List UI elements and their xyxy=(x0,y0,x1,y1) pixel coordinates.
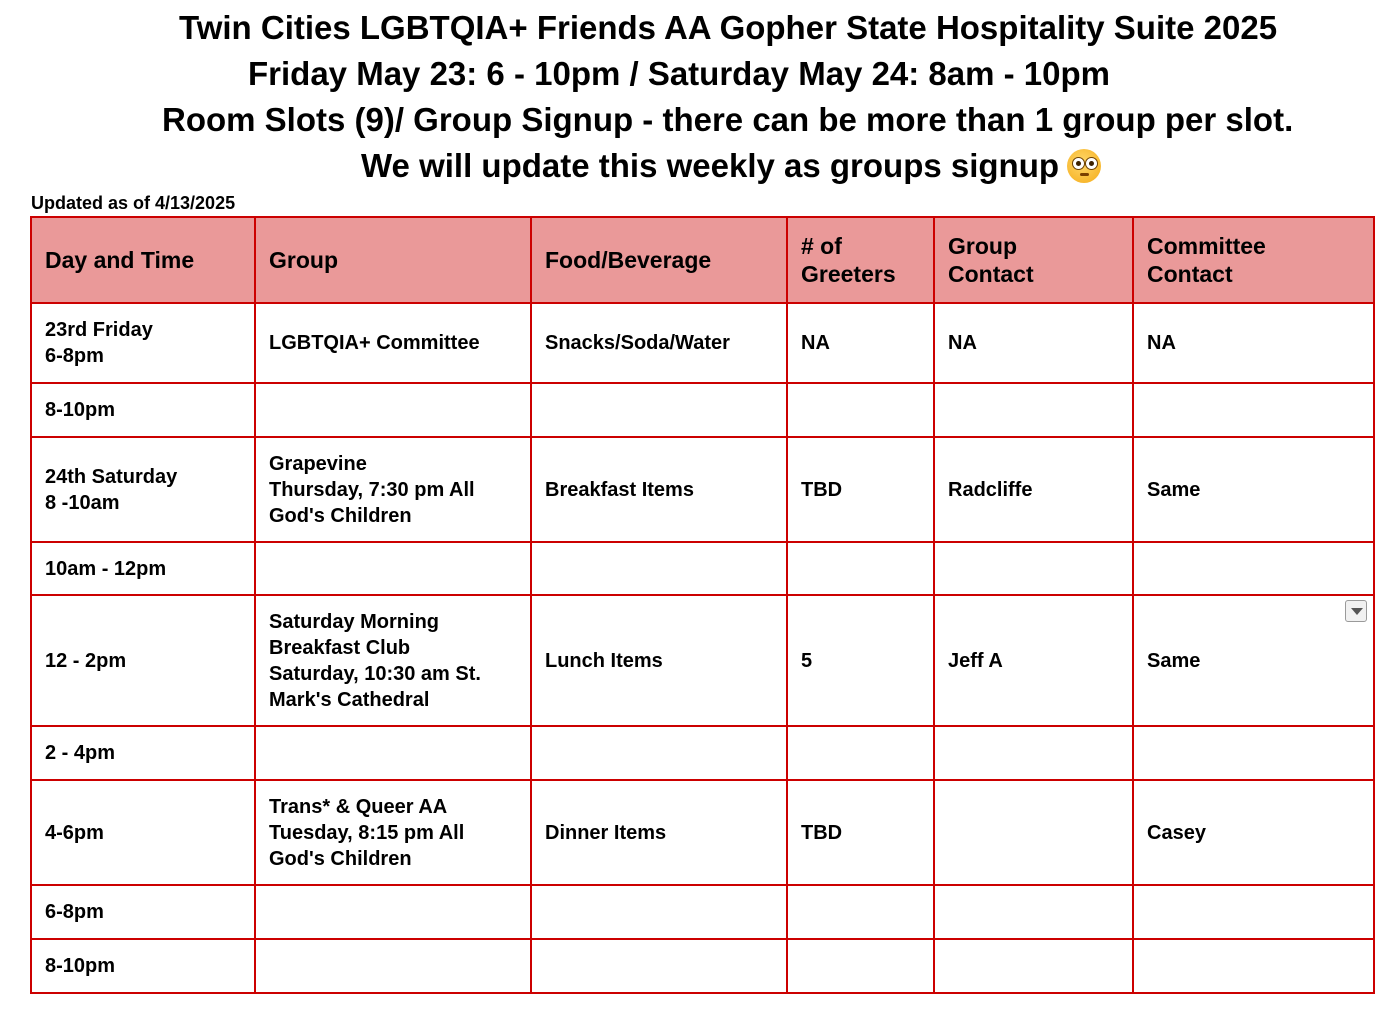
cell-food-beverage[interactable]: Lunch Items xyxy=(531,595,787,726)
event-dates: Friday May 23: 6 - 10pm / Saturday May 24: 8am - 10pm xyxy=(248,55,1111,92)
cell-greeters[interactable] xyxy=(787,383,934,437)
table-row xyxy=(31,885,1374,939)
cell-group[interactable]: Trans* & Queer AA Tuesday, 8:15 pm All God's Children xyxy=(255,780,531,885)
cell-group-contact[interactable] xyxy=(934,885,1133,939)
cell-food-beverage[interactable] xyxy=(531,885,787,939)
update-note xyxy=(361,146,1101,186)
table-row xyxy=(31,726,1374,780)
cell-greeters[interactable]: NA xyxy=(787,303,934,383)
cell-committee-contact[interactable] xyxy=(1133,726,1374,780)
cell-committee-contact[interactable] xyxy=(1133,542,1374,595)
cell-committee-contact[interactable]: Casey xyxy=(1133,780,1374,885)
updated-date: Updated as of 4/13/2025 xyxy=(31,193,236,213)
header-greeters: # of Greeters xyxy=(787,217,934,303)
cell-greeters[interactable] xyxy=(787,885,934,939)
table-header-row xyxy=(31,217,1374,303)
cell-food-beverage[interactable] xyxy=(531,542,787,595)
table-row xyxy=(31,542,1374,595)
cell-greeters[interactable]: 5 xyxy=(787,595,934,726)
cell-day-time[interactable]: 23rd Friday 6-8pm xyxy=(31,303,255,383)
cell-group-contact[interactable]: Jeff A xyxy=(934,595,1133,726)
cell-food-beverage[interactable]: Snacks/Soda/Water xyxy=(531,303,787,383)
table-row xyxy=(31,939,1374,993)
cell-group[interactable] xyxy=(255,726,531,780)
table-row xyxy=(31,303,1374,383)
cell-greeters[interactable]: TBD xyxy=(787,437,934,542)
cell-committee-contact[interactable]: Same xyxy=(1133,437,1374,542)
table-row xyxy=(31,383,1374,437)
cell-group[interactable]: Saturday Morning Breakfast Club Saturday, 10:30 am St. Mark's Cathedral xyxy=(255,595,531,726)
update-note-text: We will update this weekly as groups signup xyxy=(361,147,1060,184)
chevron-down-icon[interactable] xyxy=(1345,600,1367,622)
cell-greeters[interactable]: TBD xyxy=(787,780,934,885)
cell-greeters[interactable] xyxy=(787,542,934,595)
header-group: Group xyxy=(255,217,531,303)
cell-greeters[interactable] xyxy=(787,939,934,993)
flushed-face-icon xyxy=(1067,149,1101,183)
cell-committee-contact[interactable] xyxy=(1133,939,1374,993)
cell-group-contact[interactable] xyxy=(934,780,1133,885)
cell-group[interactable]: LGBTQIA+ Committee xyxy=(255,303,531,383)
cell-group[interactable] xyxy=(255,939,531,993)
cell-day-time[interactable]: 2 - 4pm xyxy=(31,726,255,780)
cell-day-time[interactable]: 24th Saturday 8 -10am xyxy=(31,437,255,542)
header-food-beverage: Food/Beverage xyxy=(531,217,787,303)
cell-committee-contact[interactable]: Same xyxy=(1133,595,1374,726)
header-committee-contact: Committee Contact xyxy=(1133,217,1374,303)
cell-group[interactable] xyxy=(255,383,531,437)
table-row xyxy=(31,437,1374,542)
room-slots-note: Room Slots (9)/ Group Signup - there can be more than 1 group per slot. xyxy=(162,101,1294,138)
cell-committee-contact[interactable]: NA xyxy=(1133,303,1374,383)
cell-food-beverage[interactable] xyxy=(531,383,787,437)
cell-group-contact[interactable] xyxy=(934,383,1133,437)
header-day-and-time: Day and Time xyxy=(31,217,255,303)
table-row xyxy=(31,780,1374,885)
cell-day-time[interactable]: 8-10pm xyxy=(31,939,255,993)
cell-group-contact[interactable] xyxy=(934,726,1133,780)
header-group-contact: Group Contact xyxy=(934,217,1133,303)
cell-food-beverage[interactable]: Breakfast Items xyxy=(531,437,787,542)
cell-day-time[interactable]: 6-8pm xyxy=(31,885,255,939)
cell-committee-contact[interactable] xyxy=(1133,885,1374,939)
cell-day-time[interactable]: 10am - 12pm xyxy=(31,542,255,595)
cell-group[interactable] xyxy=(255,542,531,595)
cell-food-beverage[interactable] xyxy=(531,726,787,780)
cell-day-time[interactable]: 8-10pm xyxy=(31,383,255,437)
cell-group-contact[interactable] xyxy=(934,542,1133,595)
cell-food-beverage[interactable]: Dinner Items xyxy=(531,780,787,885)
cell-group[interactable]: Grapevine Thursday, 7:30 pm All God's Children xyxy=(255,437,531,542)
cell-day-time[interactable]: 4-6pm xyxy=(31,780,255,885)
signup-table xyxy=(30,216,1375,994)
cell-committee-contact[interactable] xyxy=(1133,383,1374,437)
cell-food-beverage[interactable] xyxy=(531,939,787,993)
cell-greeters[interactable] xyxy=(787,726,934,780)
table-row xyxy=(31,595,1374,726)
page-title: Twin Cities LGBTQIA+ Friends AA Gopher State Hospitality Suite 2025 xyxy=(179,9,1278,46)
cell-group-contact[interactable] xyxy=(934,939,1133,993)
cell-group[interactable] xyxy=(255,885,531,939)
cell-day-time[interactable]: 12 - 2pm xyxy=(31,595,255,726)
cell-group-contact[interactable]: Radcliffe xyxy=(934,437,1133,542)
cell-group-contact[interactable]: NA xyxy=(934,303,1133,383)
